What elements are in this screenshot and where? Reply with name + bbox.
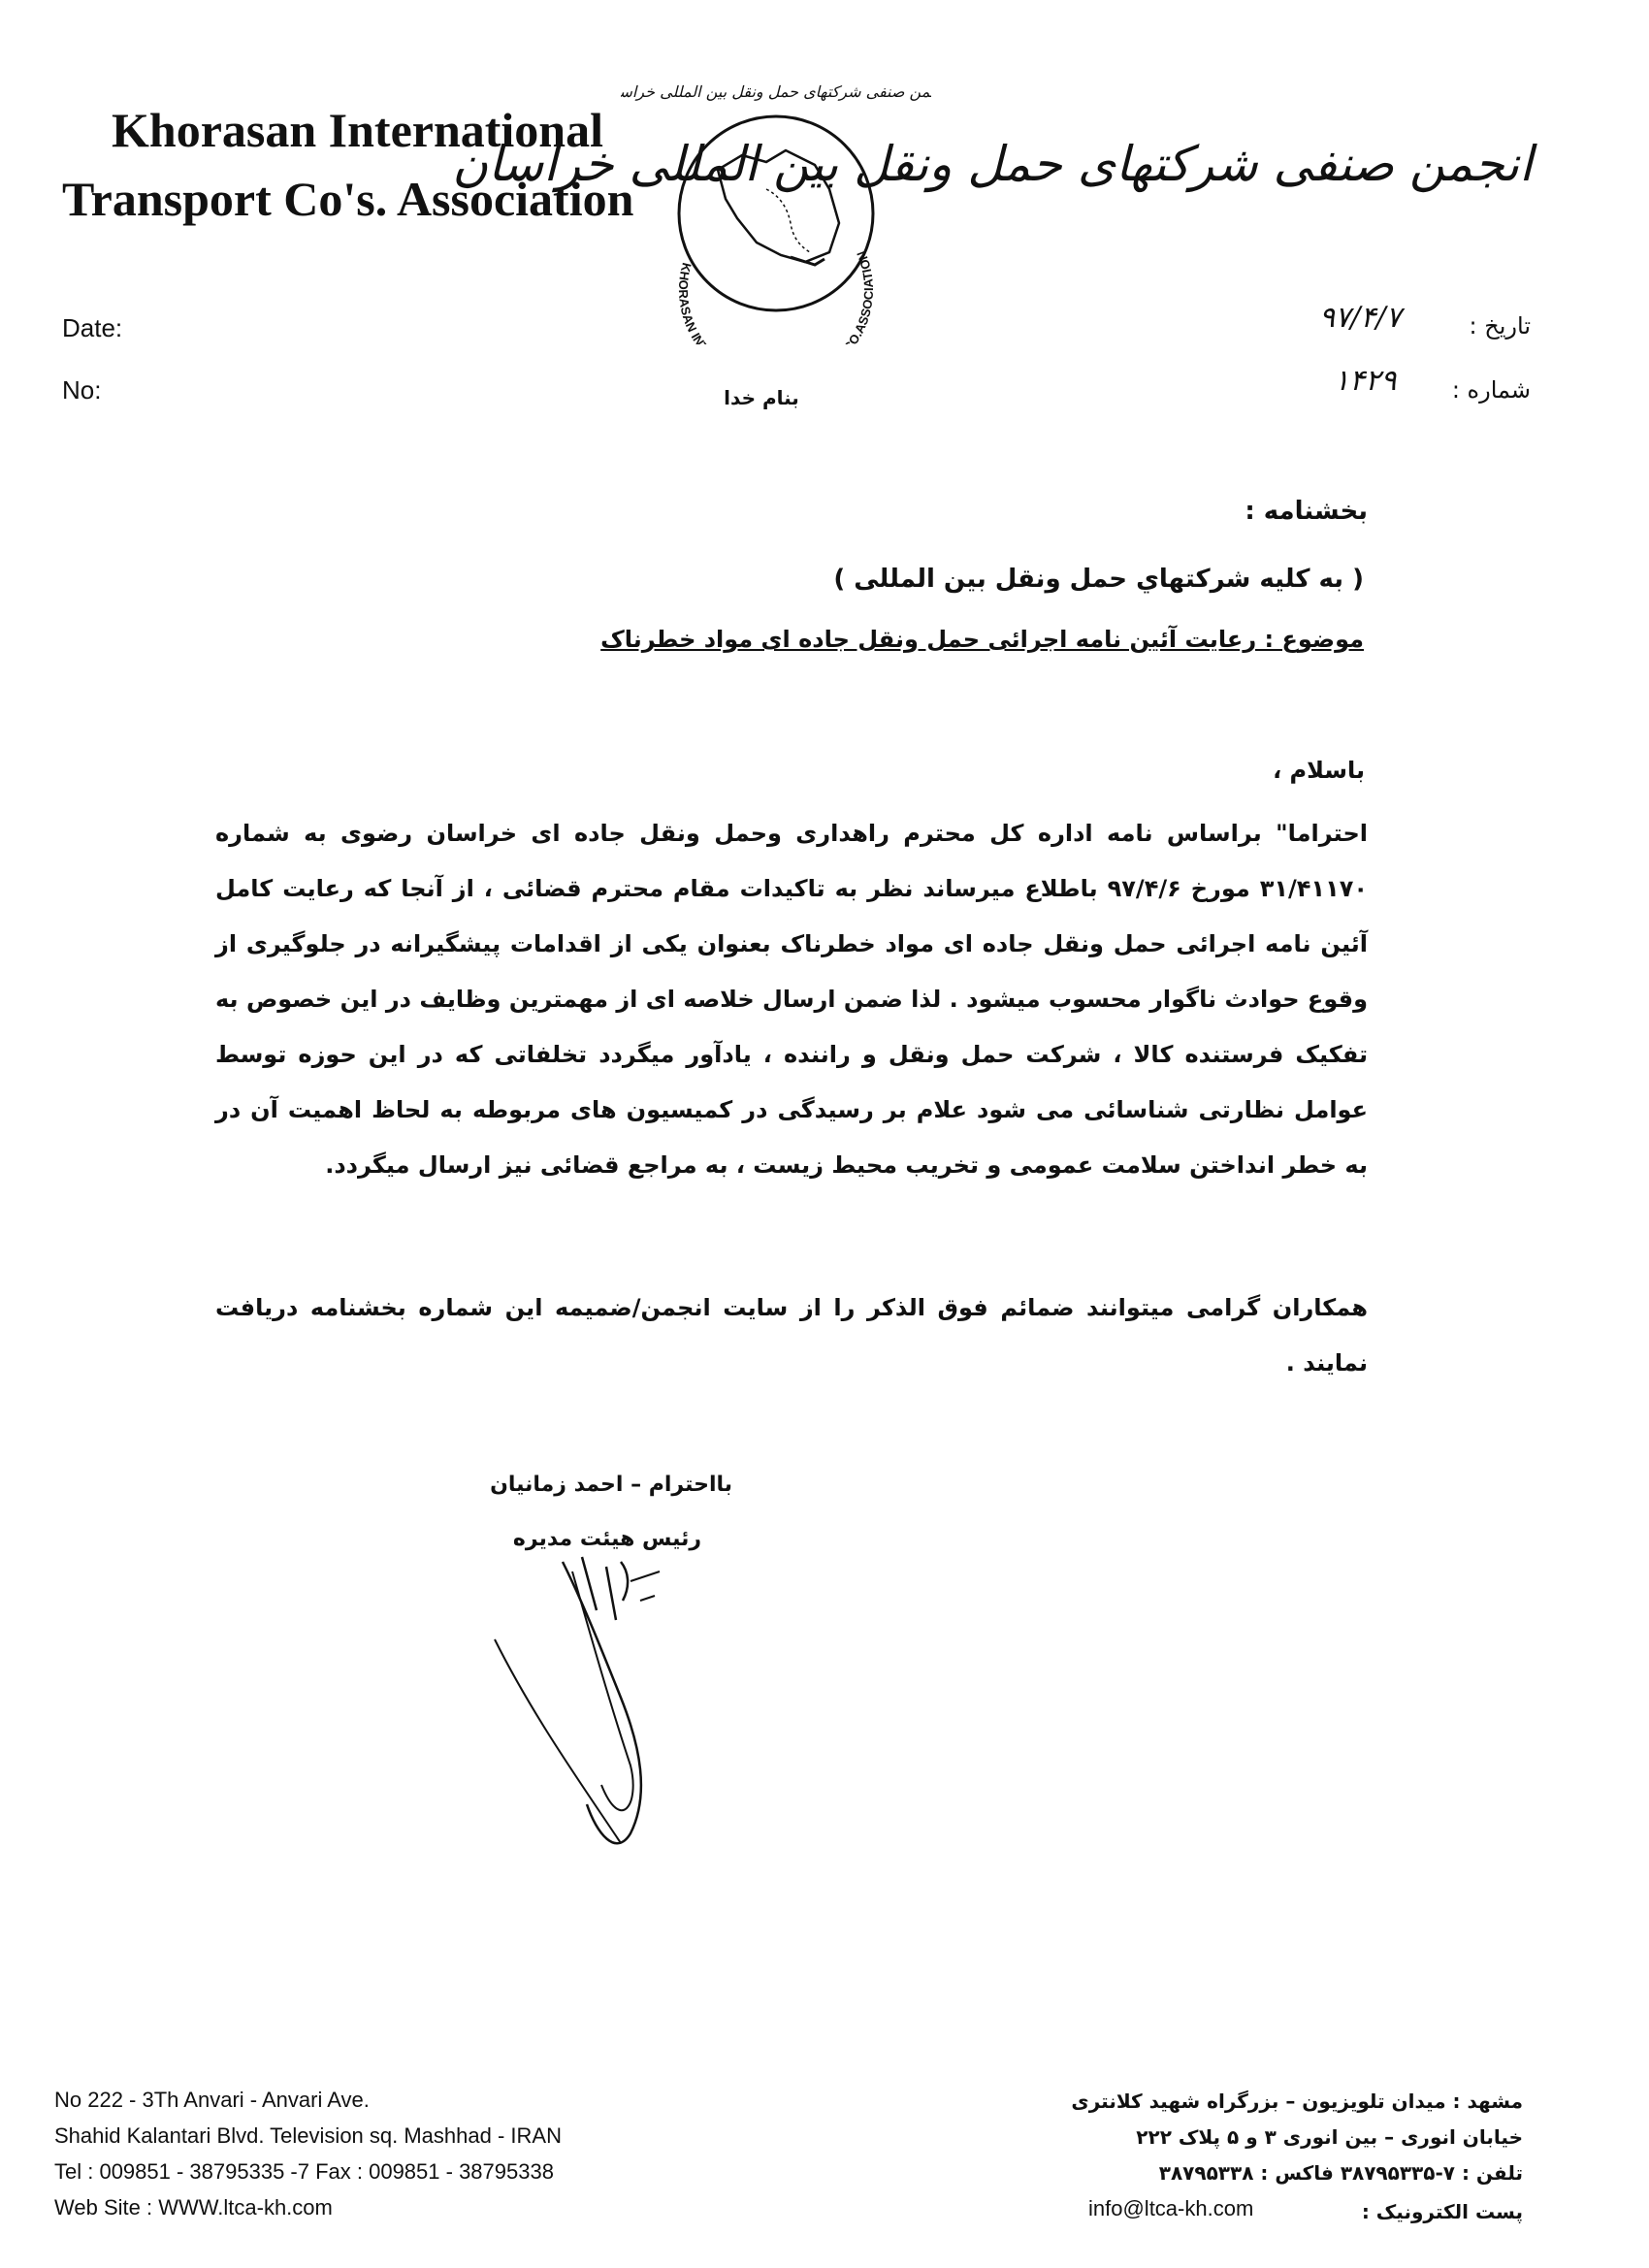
logo-ring-text: KHORASAN IN O.ASSOCIATION: [675, 248, 877, 344]
footer-address-en-2: Shahid Kalantari Blvd. Television sq. Mashhad - IRAN: [54, 2123, 562, 2148]
basmala: بنام خدا: [724, 386, 799, 409]
org-name-fa: انجمن صنفی شرکتهای حمل ونقل بین المللی خراسان: [452, 136, 1533, 192]
footer-address-fa-2: خیابان انوری – بین انوری ۳ و ۵ پلاک ۲۲۲: [1136, 2125, 1523, 2149]
greeting: باسلام ،: [1273, 757, 1365, 784]
body-paragraph-2: همکاران گرامی میتوانند ضمائم فوق الذکر را از سایت انجمن/ضمیمه این شماره بخشنامه دریافت نمایند .: [215, 1294, 1368, 1377]
body-paragraph-1: احتراما" براساس نامه اداره کل محترم راهداری وحمل ونقل جاده ای خراسان رضوی به شماره ۳۱/۴۱۱۷۰ مورخ ۹۷/۴/۶ باطلاع میرساند نظر به تاکیدات مقام محترم قضائی ، از آنجا که رعایت کامل آئین نامه اجرائی حمل ونقل جاده ای مواد خطرناک بعنوان یکی از اقدامات پیشگیرانه در جلوگیری از وقوع حوادث ناگوار محسوب میشود . لذا ضمن ارسال خلاصه ای از مهمترین وظایف در این خصوص به تفکیک فرستنده کالا ، شرکت حمل ونقل و راننده ، یادآور میگردد تخلفاتی که در این حوزه توسط عوامل نظارتی شناسائی می شود علام بر رسیدگی در کمیسیون های مربوطه به لحاظ اهمیت آن در به خطر انداختن سلامت عمومی و تخریب محیط زیست ، به مراجع قضائی نیز ارسال میگردد.: [215, 820, 1369, 1179]
footer-address-fa-1: مشهد : میدان تلویزیون – بزرگراه شهید کلانتری: [1071, 2090, 1523, 2113]
footer-email[interactable]: info@ltca-kh.com: [1088, 2196, 1254, 2220]
org-name-en-line1: Khorasan International: [112, 103, 604, 157]
footer-phone-fa: تلفن : ۷-۳۸۷۹۵۳۳۵ فاکس : ۳۸۷۹۵۳۳۸: [1158, 2161, 1523, 2185]
footer-phone-en: Tel : 009851 - 38795335 -7 Fax : 009851 - 38795338: [54, 2159, 554, 2184]
footer-address-en-1: No 222 - 3Th Anvari - Anvari Ave.: [54, 2088, 370, 2112]
number-label-en: No:: [62, 375, 102, 405]
number-label-fa: شماره :: [1451, 376, 1531, 404]
closing-line: بااحترام – احمد زمانیان: [490, 1473, 732, 1497]
footer-website[interactable]: Web Site : WWW.ltca-kh.com: [54, 2195, 333, 2219]
footer-email-label-fa: پست الکترونیک :: [1361, 2200, 1523, 2223]
recipient-line: ( به کلیه شرکتهاي حمل ونقل بین المللی ): [833, 565, 1364, 594]
number-value: ۱۴۲۹: [1334, 364, 1397, 398]
date-label-en: Date:: [62, 313, 123, 342]
signature: [475, 1542, 718, 1863]
association-logo: [621, 53, 931, 344]
date-value: ۹۷/۴/۷: [1319, 301, 1402, 335]
circular-title: بخشنامه :: [1245, 497, 1368, 526]
signatory-title: رئیس هیئت مدیره: [512, 1527, 701, 1551]
logo-top-text: من صنفی شرکتهای حمل ونقل بین المللی خرا: [631, 82, 930, 101]
subject-line: موضوع : رعایت آئین نامه اجرائی حمل ونقل جاده ای مواد خطرناک: [600, 626, 1364, 653]
svg-text:KHORASAN INTERNATIONAL TRANSPO: [676, 249, 876, 344]
date-label-fa: تاریخ :: [1469, 312, 1531, 340]
org-name-en-line2: Transport Co's. Association: [62, 172, 634, 226]
